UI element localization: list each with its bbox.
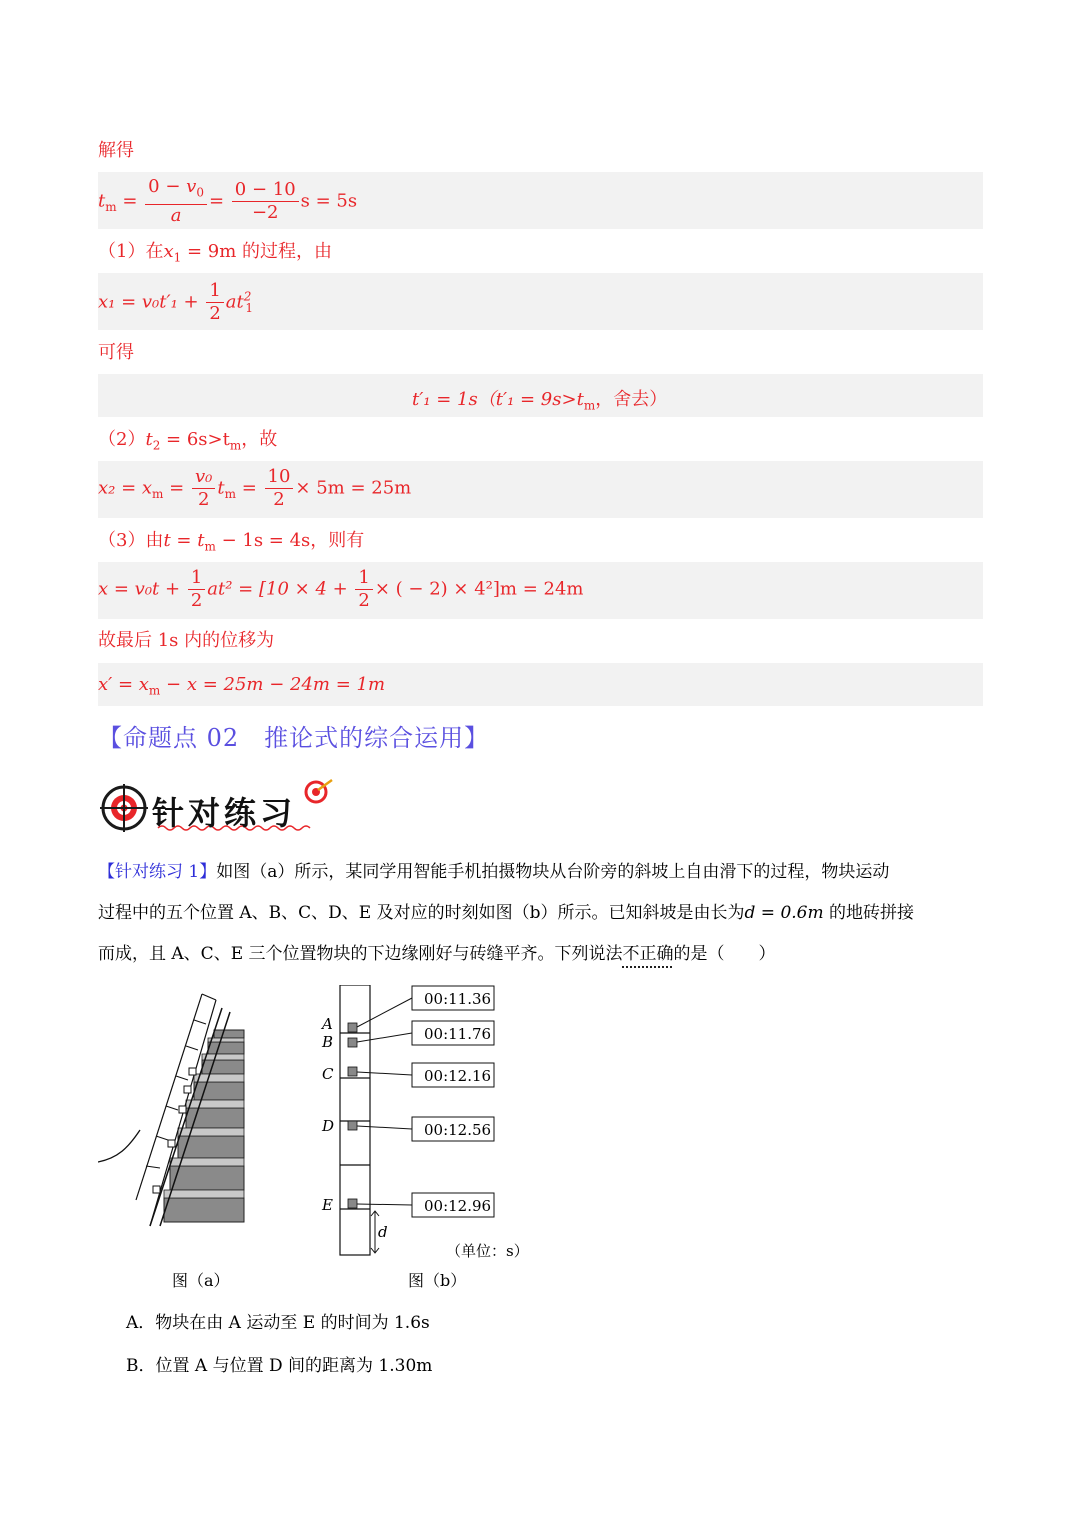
- equation-t1: $t'_1 = 1s(t'_1 = 9s>t_m$，舍去）: [412, 389, 668, 413]
- time-b: 00:11.76: [424, 1025, 492, 1043]
- figure-b: [312, 985, 542, 1260]
- step1-text: （1）在$x_1 = 9m$ 的过程，由: [98, 241, 333, 265]
- emphasis-dotted: 不正确: [622, 944, 674, 964]
- practice-banner: [98, 778, 338, 836]
- equation-tm: $t_m$ = $\frac{0 - v_0}{a}$ = $\frac{0 - 10}{-2}$ s = 5s: [98, 176, 358, 226]
- time-c: 00:12.16: [424, 1067, 492, 1085]
- equation-x2: $x_2 = x_m$ = $\frac{\text{v₀}}{2}$ $t_m$ = $\frac{10}{2}$ × 5m = 25m: [98, 466, 412, 510]
- step3-text: （3）由$t = t_m - 1s = 4s$，则有: [98, 530, 365, 554]
- exercise-label: 【针对练习 1】: [98, 862, 217, 882]
- label-d: D: [322, 1117, 335, 1135]
- exercise-paragraph: 【针对练习 1】如图（a）所示，某同学用智能手机拍摄物块从台阶旁的斜坡上自由滑下的过程，物块运动 过程中的五个位置 A、B、C、D、E 及对应的时刻如图（b）所示。已知斜坡是由长为d = 0.6m 的地砖拼接 而成，且 A、C、E 三个位置物块的下边缘刚好与砖缝平齐。下列说法不正确的是（ ）: [98, 862, 915, 964]
- unit-label: （单位：s）: [446, 1242, 529, 1260]
- time-d: 00:12.56: [424, 1121, 492, 1139]
- label-b: B: [322, 1033, 334, 1051]
- label-c: C: [322, 1065, 334, 1083]
- label-e: E: [322, 1196, 333, 1214]
- equation-x1: x₁ = v₀t′₁ + $\frac{1}{2}$ $at^2_1$: [98, 280, 254, 324]
- option-a[interactable]: A．物块在由 A 运动至 E 的时间为 1.6s: [126, 1313, 430, 1333]
- step2-text: $(2)t_2 = 6s>t_m$，故: [98, 429, 278, 453]
- section-heading: 【命题点 02 推论式的综合运用】: [98, 724, 490, 752]
- label-a: A: [322, 1015, 333, 1033]
- equation-x: x = v₀t + $\frac{1}{2}$ at² = [10 × 4 + $\frac{1}{2}$ × ( − 2) × 4²]m = 24m: [98, 567, 584, 611]
- equation-last: $x' = x_m - x = 25m - 24m = 1m$: [98, 674, 386, 698]
- final-displacement-text: 故最后 1s 内的位移为: [98, 630, 275, 651]
- solve-label: 解得: [98, 140, 134, 161]
- caption-a: 图（a）: [172, 1271, 230, 1290]
- time-a: 00:11.36: [424, 990, 492, 1008]
- d-label: d: [378, 1223, 388, 1241]
- time-e: 00:12.96: [424, 1197, 492, 1215]
- figure-a-stairs: [98, 990, 258, 1230]
- option-b[interactable]: B．位置 A 与位置 D 间的距离为 1.30m: [126, 1356, 433, 1376]
- obtain-label: 可得: [98, 342, 134, 363]
- caption-b: 图（b）: [408, 1271, 467, 1290]
- practice-banner-text: 针对练习: [152, 794, 297, 832]
